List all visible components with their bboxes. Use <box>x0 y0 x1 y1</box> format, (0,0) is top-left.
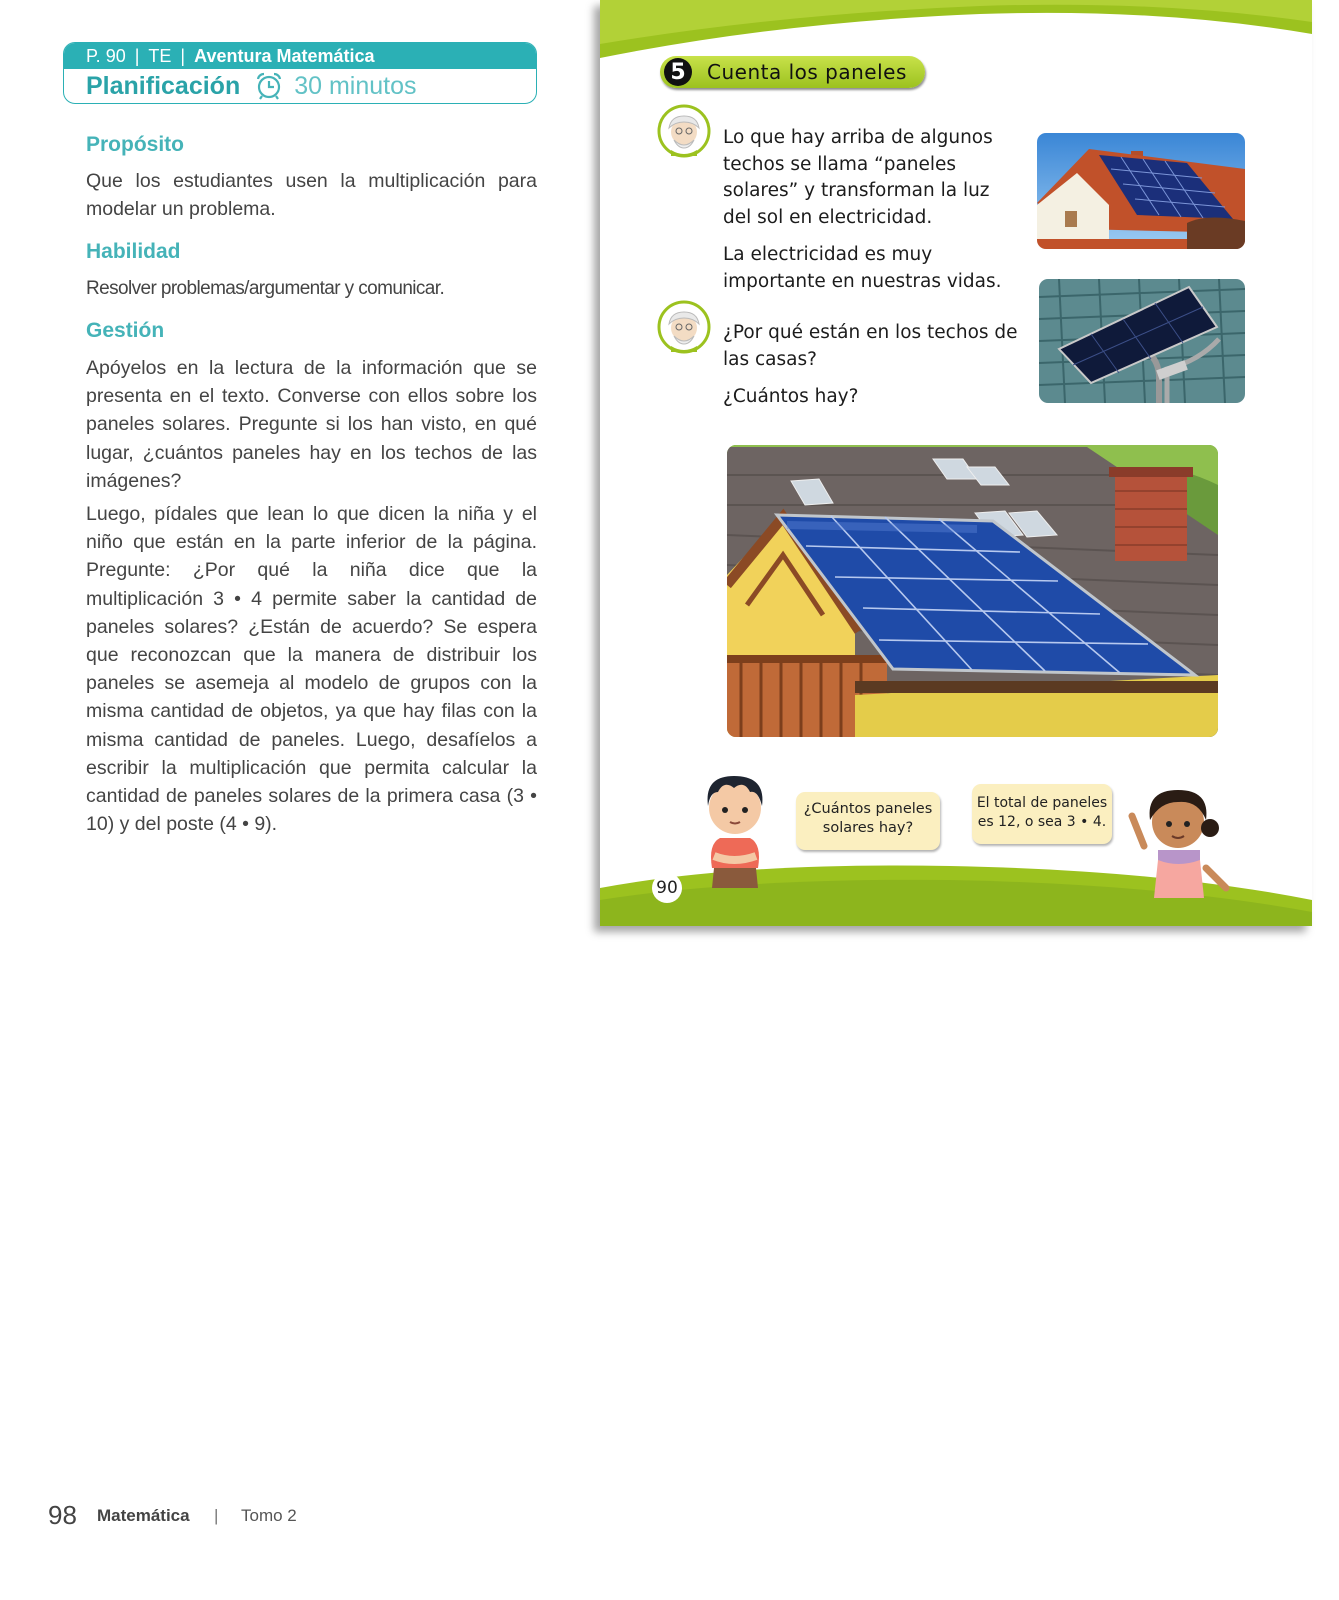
management-paragraph-2: Luego, pídales que lean lo que dicen la niña y el niño que están en la parte inferior de la página. Pregunte: ¿Por qué la niña dice que la multiplicación 3 • 4 permite saber la cantidad de paneles solares? ¿Están de acuerdo? Se espera que reconozcan que la manera de distribuir los paneles se asemeja al modelo de grupos con la misma cantidad de objetos, ya que hay filas con la misma cantidad de paneles. Luego, desafíelos a escribir la multiplicación que permita calcular la cantidad de paneles solares de la primera casa (3 • 10) y del poste (4 • 9). <box>86 503 537 836</box>
purpose-text: Que los estudiantes usen la multiplicación para modelar un problema. <box>86 170 537 221</box>
girl-character-icon <box>1124 776 1232 898</box>
purpose-heading: Propósito <box>86 133 184 156</box>
footer-subject: Matemática <box>97 1506 190 1525</box>
student-page <box>600 0 1312 926</box>
planning-header-bar: P. 90 | TE | Aventura Matemática <box>64 43 536 69</box>
page-reference: P. 90 <box>86 45 126 66</box>
activity-title: Cuenta los paneles <box>707 60 907 84</box>
footer-volume: Tomo 2 <box>241 1506 297 1525</box>
edition-label: TE <box>148 45 172 66</box>
question-how-many: ¿Cuántos hay? <box>723 386 859 407</box>
book-title: Aventura Matemática <box>194 45 375 66</box>
professor-avatar-icon <box>657 300 711 354</box>
boy-speech-bubble: ¿Cuántos paneles solares hay? <box>796 792 940 850</box>
skill-text: Resolver problemas/argumentar y comunicar. <box>86 278 445 299</box>
planning-header <box>63 42 537 104</box>
planning-title-row <box>64 69 536 103</box>
electricity-text: La electricidad es muy importante en nuestras vidas. <box>723 244 1002 292</box>
question-why: ¿Por qué están en los techos de las casas? <box>723 322 1018 370</box>
alarm-clock-icon <box>254 71 284 101</box>
boy-character-icon <box>694 768 776 894</box>
planning-title: Planificación <box>86 71 241 100</box>
activity-number: 5 <box>664 58 692 86</box>
planning-duration: 30 minutos <box>294 71 417 100</box>
management-heading: Gestión <box>86 319 165 342</box>
pole-panel-photo <box>1039 279 1245 403</box>
footer-separator: | <box>214 1506 219 1525</box>
skill-heading: Habilidad <box>86 240 181 263</box>
solar-roof-photo <box>727 445 1218 737</box>
management-paragraph-1: Apóyelos en la lectura de la información que se presenta en el texto. Converse con ellos sobre los paneles solares. Pregunte si los han visto, en qué lugar, ¿cuántos paneles hay en los techos de las imágenes? <box>86 357 537 492</box>
intro-text: Lo que hay arriba de algunos techos se llama “paneles solares” y transforman la luz del sol en electricidad. <box>723 127 993 228</box>
student-page-number: 90 <box>652 873 682 903</box>
footer-page-number: 98 <box>48 1500 77 1530</box>
house-roof-photo <box>1037 133 1245 249</box>
professor-avatar-icon <box>657 104 711 158</box>
girl-speech-bubble: El total de paneles es 12, o sea 3 • 4. <box>972 784 1112 844</box>
